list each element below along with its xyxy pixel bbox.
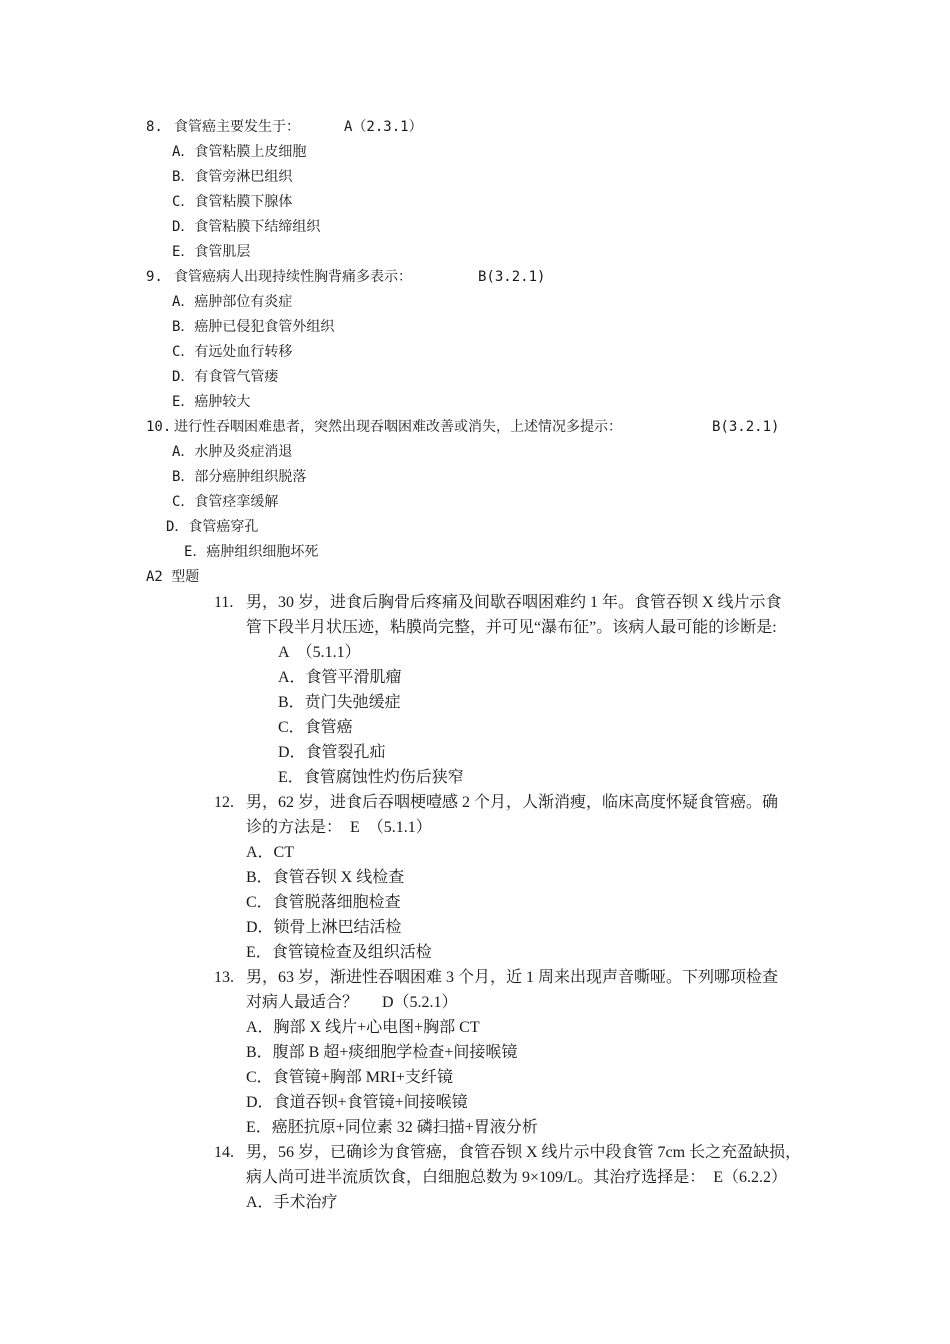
question-11-stem-line-2: 管下段半月状压迹，粘膜尚完整，并可见“瀑布征”。该病人最可能的诊断是: — [246, 619, 777, 636]
question-13-option-e: E．癌胚抗原+同位素 32 磷扫描+胃液分析 — [246, 1119, 538, 1136]
question-12-stem-line-2: 诊的方法是： E （5.1.1） — [246, 819, 432, 836]
question-12-option-e: E．食管镜检查及组织活检 — [246, 944, 432, 961]
question-11-option-c: C．食管癌 — [278, 719, 353, 736]
question-10-option-a: A．水肿及炎症消退 — [172, 444, 293, 460]
question-12-option-c: C．食管脱落细胞检查 — [246, 894, 401, 911]
question-12-number: 12. — [214, 794, 234, 811]
section-heading-a2: A2 型题 — [146, 569, 200, 585]
question-13-option-a: A．胸部 X 线片+心电图+胸部 CT — [246, 1019, 480, 1036]
question-13-option-c: C．食管镜+胸部 MRI+支纤镜 — [246, 1069, 453, 1086]
question-12-stem-line-1: 男，62 岁，进食后吞咽梗噎感 2 个月，人渐消瘦，临床高度怀疑食管癌。确 — [246, 794, 779, 811]
question-13-number: 13. — [214, 969, 234, 986]
question-10-answer: B(3.2.1) — [712, 419, 780, 435]
question-11-option-d: D．食管裂孔疝 — [278, 744, 386, 761]
question-14-number: 14. — [214, 1144, 234, 1161]
question-13-option-d: D．食道吞钡+食管镜+间接喉镜 — [246, 1094, 468, 1111]
question-11-option-b: B．贲门失弛缓症 — [278, 694, 401, 711]
question-9-option-c: C．有远处血行转移 — [172, 344, 293, 360]
question-12-option-b: B．食管吞钡 X 线检查 — [246, 869, 405, 886]
question-8-number: 8. — [146, 119, 163, 135]
question-12-option-d: D．锁骨上淋巴结活检 — [246, 919, 402, 936]
question-8-stem: 食管癌主要发生于： — [174, 119, 300, 135]
question-9-option-a: A．癌肿部位有炎症 — [172, 294, 293, 310]
question-13-stem-line-1: 男，63 岁，渐进性吞咽困难 3 个月，近 1 周来出现声音嘶哑。下列哪项检查 — [246, 969, 779, 986]
question-9-answer: B(3.2.1) — [478, 269, 546, 285]
question-9-option-e: E．癌肿较大 — [172, 394, 251, 410]
question-8-option-c: C．食管粘膜下腺体 — [172, 194, 293, 210]
question-11-option-e: E．食管腐蚀性灼伤后狭窄 — [278, 769, 464, 786]
question-11-number: 11. — [214, 594, 234, 611]
question-10-option-c: C．食管痉挛缓解 — [172, 494, 279, 510]
question-14-option-a: A．手术治疗 — [246, 1194, 338, 1211]
question-12-option-a: A．CT — [246, 844, 295, 861]
question-9-option-d: D．有食管气管瘘 — [172, 369, 279, 385]
question-10-stem: 进行性吞咽困难患者，突然出现吞咽困难改善或消失，上述情况多提示： — [174, 419, 622, 435]
question-10-option-b: B．部分癌肿组织脱落 — [172, 469, 307, 485]
question-9-number: 9. — [146, 269, 163, 285]
question-9-option-b: B．癌肿已侵犯食管外组织 — [172, 319, 335, 335]
question-8-option-d: D．食管粘膜下结缔组织 — [172, 219, 321, 235]
question-14-stem-line-1: 男，56 岁，已确诊为食管癌，食管吞钡 X 线片示中段食管 7cm 长之充盈缺损， — [246, 1144, 802, 1161]
question-11-option-a: A．食管平滑肌瘤 — [278, 669, 402, 686]
question-8-option-e: E．食管肌层 — [172, 244, 251, 260]
question-10-option-d: D．食管癌穿孔 — [166, 519, 259, 535]
question-14-stem-line-2: 病人尚可进半流质饮食，白细胞总数为 9×109/L。其治疗选择是： E（6.2.2） — [246, 1169, 788, 1186]
question-8-option-b: B．食管旁淋巴组织 — [172, 169, 293, 185]
question-9-stem: 食管癌病人出现持续性胸背痛多表示： — [174, 269, 412, 285]
question-13-stem-line-2: 对病人最适合？ D（5.2.1） — [246, 994, 458, 1011]
question-13-option-b: B．腹部 B 超+痰细胞学检查+间接喉镜 — [246, 1044, 518, 1061]
question-11-answer: A （5.1.1） — [278, 644, 361, 661]
question-10-number: 10. — [146, 419, 172, 435]
question-8-answer: A（2.3.1） — [344, 119, 423, 135]
question-10-option-e: E．癌肿组织细胞坏死 — [184, 544, 319, 560]
question-8-option-a: A．食管粘膜上皮细胞 — [172, 144, 307, 160]
question-11-stem-line-1: 男，30 岁，进食后胸骨后疼痛及间歇吞咽困难约 1 年。食管吞钡 X 线片示食 — [246, 594, 782, 611]
